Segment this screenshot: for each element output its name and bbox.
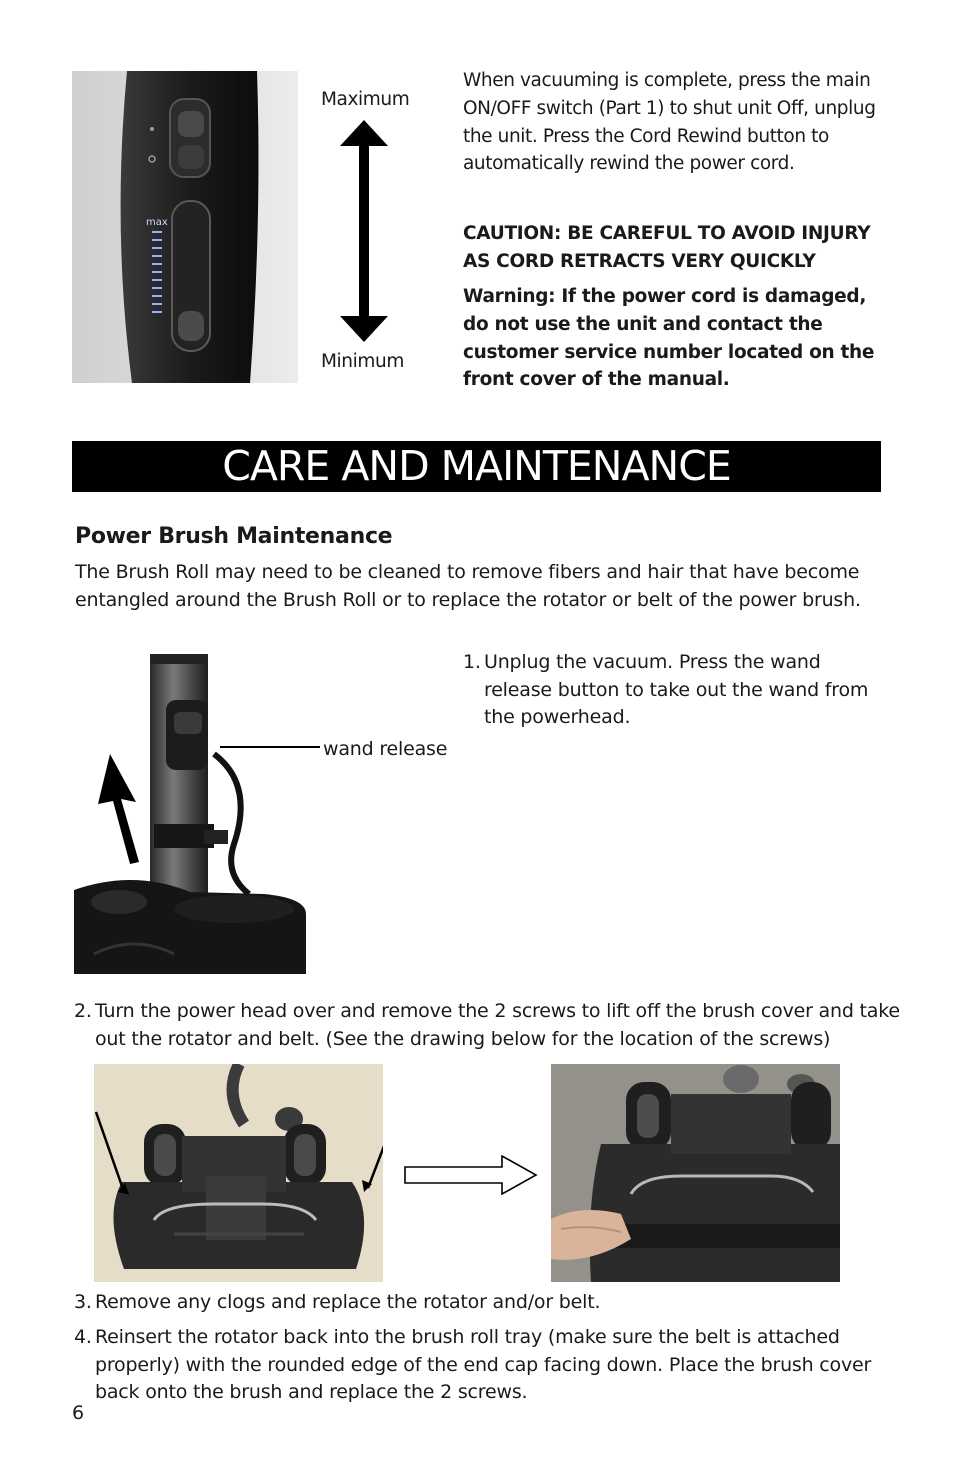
- slider-max-print: max: [146, 217, 168, 228]
- page-number: 6: [72, 1402, 85, 1424]
- list-item-step-2: [74, 998, 904, 1053]
- list-item-step-1: [463, 649, 883, 732]
- shutdown-paragraph: When vacuuming is complete, press the main ON/OFF switch (Part 1) to shut unit Off, unplug the unit. Press the Cord Rewind button to automatically rewind the power cord.: [463, 70, 876, 175]
- powerhead-underside-photo: [94, 1064, 383, 1282]
- suction-control-photo: [72, 71, 298, 383]
- section-heading: Power Brush Maintenance: [75, 524, 393, 549]
- step-number: 4.: [74, 1326, 92, 1348]
- section-intro: The Brush Roll may need to be cleaned to remove fibers and hair that have become entangled around the Brush Roll or to replace the rotator or belt of the power brush.: [75, 561, 861, 611]
- step-number: 2.: [74, 1000, 92, 1022]
- right-arrow-icon: [404, 1155, 538, 1195]
- caution-text: CAUTION: BE CAREFUL TO AVOID INJURY AS CORD RETRACTS VERY QUICKLY: [463, 223, 871, 272]
- wand-release-photo: [74, 654, 306, 974]
- step-text: Reinsert the rotator back into the brush roll tray (make sure the belt is attached properly) with the rounded edge of the end cap facing down. Place the brush cover back onto the brush and replace the 2 screws.: [95, 1326, 872, 1403]
- step-number: 3.: [74, 1291, 92, 1313]
- warning-text: Warning: If the power cord is damaged, do not use the unit and contact the customer service number located on the front cover of the manual.: [463, 286, 875, 391]
- wand-release-label: wand release: [323, 738, 448, 760]
- step-number: 1.: [463, 651, 481, 673]
- double-arrow-icon: [338, 120, 390, 342]
- section-banner: CARE AND MAINTENANCE: [72, 441, 881, 492]
- list-item-step-4: [74, 1324, 914, 1407]
- wand-release-leader-line: [220, 745, 320, 749]
- brush-cover-removed-photo: [551, 1064, 840, 1282]
- step-text: Turn the power head over and remove the 2 screws to lift off the brush cover and take out the rotator and belt. (See the drawing below for the location of the screws): [95, 1000, 900, 1050]
- list-item-step-3: [74, 1289, 904, 1317]
- maximum-label: Maximum: [321, 89, 410, 110]
- step-text: Unplug the vacuum. Press the wand release button to take out the wand from the powerhead.: [484, 651, 869, 728]
- step-text: Remove any clogs and replace the rotator and/or belt.: [95, 1291, 601, 1313]
- minimum-label: Minimum: [321, 351, 404, 372]
